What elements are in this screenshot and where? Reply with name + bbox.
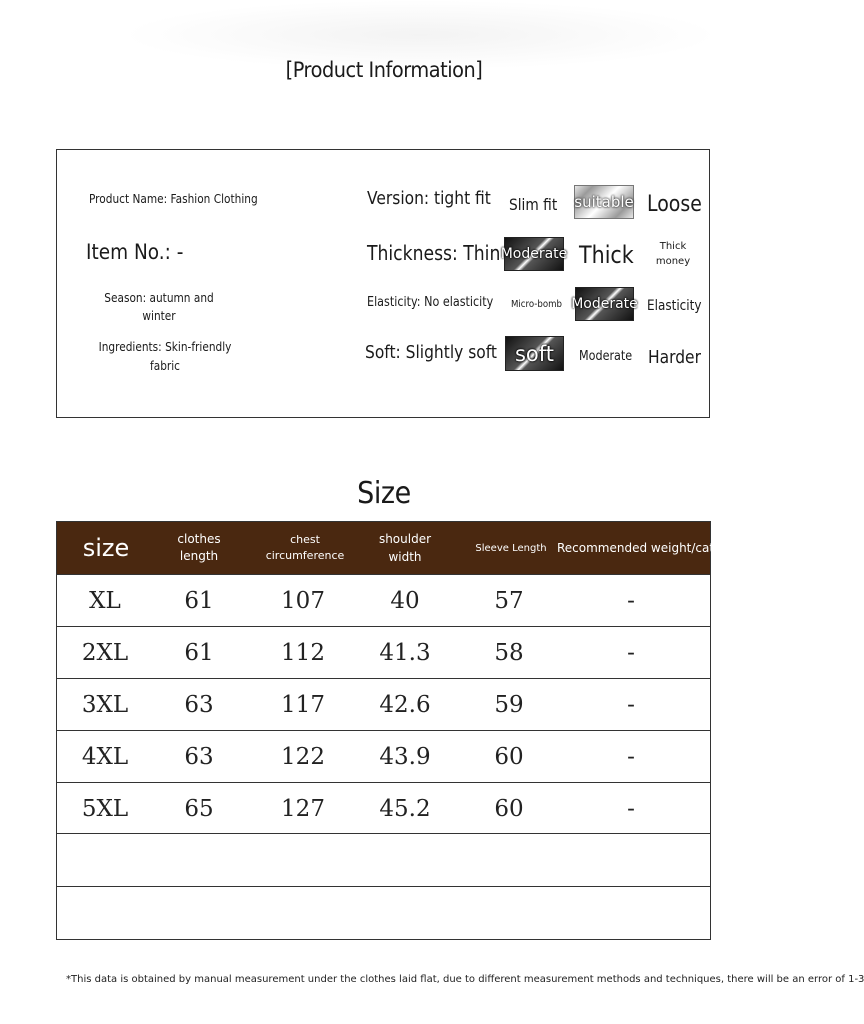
cell-chest: 112 <box>281 639 325 666</box>
option-slim-fit: Slim fit <box>509 195 558 214</box>
cell-clothes-length: 63 <box>184 743 214 770</box>
header-chest-line-1: chest <box>290 533 320 546</box>
cell-weight: - <box>627 795 635 822</box>
cell-sleeve: 60 <box>494 743 524 770</box>
product-information-title: [Product Information] <box>285 58 483 82</box>
option-harder: Harder <box>648 347 701 368</box>
cell-size: XL <box>89 587 121 614</box>
cell-shoulder: 42.6 <box>379 691 431 718</box>
cell-sleeve: 57 <box>494 587 524 614</box>
option-soft-selected: soft <box>505 336 564 371</box>
cell-shoulder: 41.3 <box>379 639 431 666</box>
header-shoulder-line-2: width <box>388 550 422 564</box>
header-recommended-weight: Recommended weight/catties <box>557 541 736 555</box>
cell-weight: - <box>627 743 635 770</box>
thick-money-line-1: Thick <box>659 241 687 252</box>
option-thick-money <box>653 239 693 269</box>
item-number: Item No.: - <box>86 240 184 264</box>
option-moderate-thickness-selected: Moderate <box>504 237 564 271</box>
cell-chest: 127 <box>281 795 325 822</box>
option-moderate-softness: Moderate <box>579 349 633 364</box>
cell-clothes-length: 61 <box>184 587 214 614</box>
cell-size: 2XL <box>81 639 129 666</box>
cell-sleeve: 60 <box>494 795 524 822</box>
cell-clothes-length: 63 <box>184 691 214 718</box>
cell-size: 5XL <box>81 795 129 822</box>
cell-shoulder: 45.2 <box>379 795 431 822</box>
option-loose: Loose <box>647 192 702 217</box>
product-name: Product Name: Fashion Clothing <box>89 192 258 206</box>
season-line-2: winter <box>142 309 176 323</box>
cell-weight: - <box>627 639 635 666</box>
version-label: Version: tight fit <box>367 188 491 209</box>
option-moderate-elasticity-selected: Moderate <box>575 287 634 321</box>
cell-shoulder: 43.9 <box>379 743 431 770</box>
header-chest-line-2: circumference <box>265 549 345 562</box>
empty-row <box>57 833 710 885</box>
empty-row <box>57 886 710 938</box>
season <box>89 289 229 325</box>
option-thick: Thick <box>579 241 634 269</box>
size-table-row <box>57 678 710 730</box>
thick-money-line-2: money <box>655 256 691 267</box>
size-table-row <box>57 730 710 782</box>
softness-label: Soft: Slightly soft <box>365 342 497 363</box>
cell-sleeve: 59 <box>494 691 524 718</box>
header-clothes-length-line-2: length <box>179 549 219 563</box>
header-sleeve-length: Sleeve Length <box>475 542 547 554</box>
cell-chest: 107 <box>281 587 325 614</box>
option-micro-bomb: Micro-bomb <box>511 299 562 310</box>
cell-clothes-length: 61 <box>184 639 214 666</box>
cell-size: 3XL <box>81 691 129 718</box>
cell-weight: - <box>627 587 635 614</box>
ingredients-line-2: fabric <box>150 359 180 373</box>
size-table-row <box>57 574 710 626</box>
elasticity-label: Elasticity: No elasticity <box>367 295 494 310</box>
size-section-title: Size <box>357 476 411 511</box>
measurement-footnote: *This data is obtained by manual measurement under the clothes laid flat, due to different measurement methods and techniques, there will be an error of 1-3 <box>66 974 864 985</box>
header-shoulder-line-1: shoulder <box>378 532 432 546</box>
header-size: size <box>82 534 130 562</box>
option-elasticity: Elasticity <box>647 298 702 314</box>
cell-sleeve: 58 <box>494 639 524 666</box>
thickness-label: Thickness: Thin <box>367 241 501 265</box>
cell-chest: 117 <box>281 691 325 718</box>
cell-weight: - <box>627 691 635 718</box>
size-table-row <box>57 782 710 834</box>
size-table-header <box>57 522 736 574</box>
cell-size: 4XL <box>81 743 129 770</box>
option-suitable-selected: suitable <box>574 185 634 219</box>
cell-clothes-length: 65 <box>184 795 214 822</box>
header-chest-circumference <box>257 522 353 574</box>
ingredients <box>85 338 245 376</box>
size-table <box>56 521 736 940</box>
cell-chest: 122 <box>281 743 325 770</box>
header-shoulder-width <box>363 522 447 574</box>
ingredients-line-1: Ingredients: Skin-friendly <box>98 340 232 354</box>
header-clothes-length <box>157 522 241 574</box>
product-info-box <box>56 149 710 418</box>
header-clothes-length-line-1: clothes <box>177 532 221 546</box>
season-line-1: Season: autumn and <box>104 291 214 305</box>
size-table-row <box>57 626 710 678</box>
cell-shoulder: 40 <box>390 587 420 614</box>
